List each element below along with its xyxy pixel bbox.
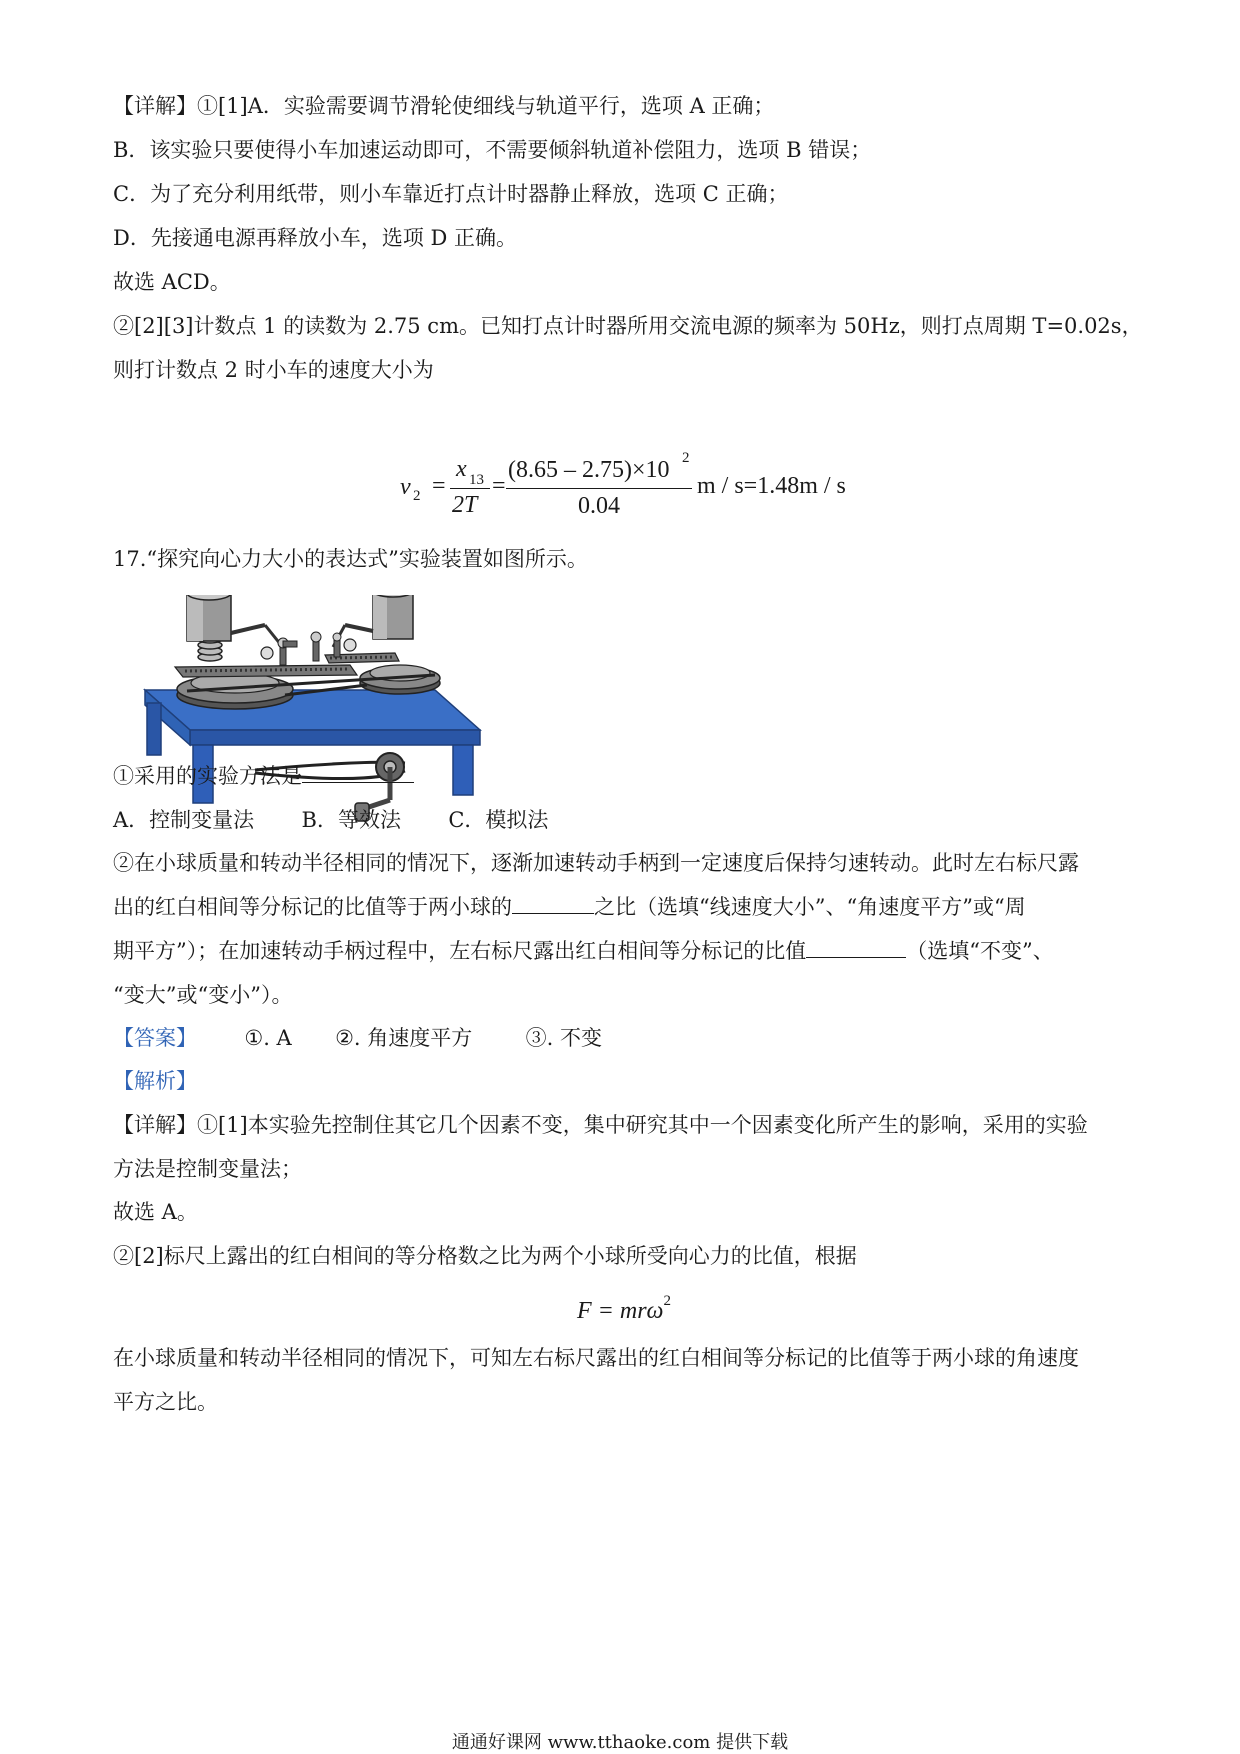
question-part-1 <box>113 761 1140 791</box>
detail-line: ②[2]标尺上露出的红白相间的等分格数之比为两个小球所受向心力的比值，根据 <box>113 1244 857 1268</box>
formula-result: m / s=1.48m / s <box>697 473 846 499</box>
answer-blank <box>512 893 594 914</box>
text-line: B．该实验只要使得小车加速运动即可，不需要倾斜轨道补偿阻力，选项 B 错误； <box>113 138 872 162</box>
formula-frac1-den: 2T <box>452 492 478 518</box>
formula-frac1-num: x <box>456 456 467 482</box>
option-c: C．模拟法 <box>448 808 549 832</box>
formula-equals-2: = <box>492 473 506 499</box>
question-part-1-text: ①采用的实验方法是 <box>113 764 302 788</box>
formula-frac2-den: 0.04 <box>578 493 620 519</box>
centripetal-force-apparatus-illustration <box>135 595 485 830</box>
text-line: ②[2][3]计数点 1 的读数为 2.75 cm。已知打点计时器所用交流电源的频率为 50Hz，则打点周期 T=0.02s， <box>113 314 1143 338</box>
formula-frac2-num: (8.65 – 2.75)×10 <box>508 457 670 483</box>
detail-line: 平方之比。 <box>113 1390 218 1414</box>
answer-item-1: ①. A <box>244 1026 292 1050</box>
text-line: D．先接通电源再释放小车，选项 D 正确。 <box>113 226 518 250</box>
formula-frac2-num-sup: 2 <box>682 450 690 466</box>
formula-frac1-num-sub: 13 <box>469 472 484 488</box>
question-title: 17.“探究向心力大小的表达式”实验装置如图所示。 <box>113 547 588 571</box>
question-text: 出的红白相间等分标记的比值等于两小球的 <box>113 895 512 919</box>
question-text: （选填“不变”、 <box>906 939 1054 963</box>
answer-item-3: ③. 不变 <box>525 1026 603 1050</box>
answer-item-2: ②. 角速度平方 <box>335 1026 473 1050</box>
detail-line: 故选 A。 <box>113 1200 198 1224</box>
text-line: 【详解】①[1]A．实验需要调节滑轮使细线与轨道平行，选项 A 正确； <box>113 94 775 118</box>
centripetal-force-formula <box>577 1293 671 1325</box>
fraction-bar <box>450 488 490 489</box>
answer-blank <box>806 937 906 958</box>
question-part-2-line <box>113 892 1140 922</box>
answer-label: 【答案】 <box>113 1026 197 1050</box>
option-a: A．控制变量法 <box>113 808 255 832</box>
page-footer: 通通好课网 www.tthaoke.com 提供下载 <box>451 1732 789 1753</box>
text-line: C．为了充分利用纸带，则小车靠近打点计时器静止释放，选项 C 正确； <box>113 182 789 206</box>
question-text: 期平方”）；在加速转动手柄过程中，左右标尺露出红白相间等分标记的比值 <box>113 939 807 963</box>
formula-lhs-sub: 2 <box>413 488 421 504</box>
text-line: 故选 ACD。 <box>113 270 231 294</box>
formula-sup: 2 <box>663 1293 671 1309</box>
question-part-2-line: ②在小球质量和转动半径相同的情况下，逐渐加速转动手柄到一定速度后保持匀速转动。此时左右标尺露 <box>113 851 1079 875</box>
options-row <box>113 805 1140 835</box>
formula-text: F = mrω <box>577 1298 664 1324</box>
question-part-2-line <box>113 936 1140 966</box>
option-b: B．等效法 <box>301 808 401 832</box>
question-text: 之比（选填“线速度大小”、“角速度平方”或“周 <box>594 895 1026 919</box>
analysis-label: 【解析】 <box>113 1069 197 1093</box>
text-line: 则打计数点 2 时小车的速度大小为 <box>113 358 434 382</box>
detail-line: 【详解】①[1]本实验先控制住其它几个因素不变，集中研究其中一个因素变化所产生的影响，采用的实验 <box>113 1113 1088 1137</box>
detail-line: 方法是控制变量法； <box>113 1157 302 1181</box>
question-part-2-line: “变大”或“变小”）。 <box>113 983 293 1007</box>
formula-equals: = <box>432 473 446 499</box>
fraction-bar <box>506 488 692 489</box>
formula-lhs: v <box>400 474 411 500</box>
answer-row <box>113 1023 1140 1053</box>
detail-line: 在小球质量和转动半径相同的情况下，可知左右标尺露出的红白相间等分标记的比值等于两小球的角速度 <box>113 1346 1079 1370</box>
answer-blank <box>302 762 414 783</box>
